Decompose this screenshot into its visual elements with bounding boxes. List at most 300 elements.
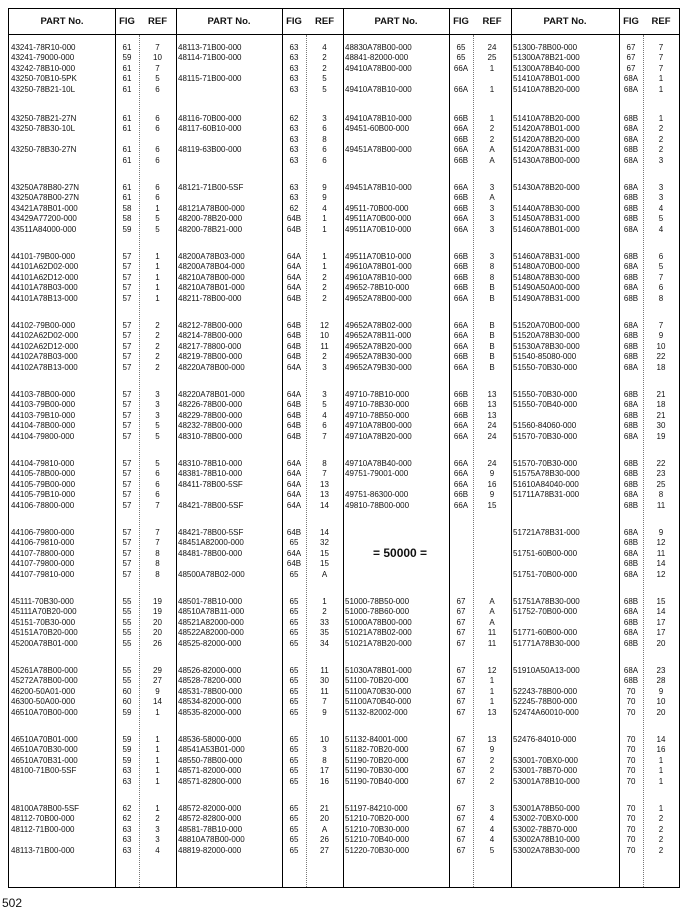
ref-number: 3	[489, 252, 495, 261]
part-number: 46510A70B01-000	[11, 735, 78, 744]
table-row	[511, 490, 679, 500]
table-row	[176, 135, 343, 145]
fig-number: 57	[122, 569, 132, 579]
fig-number: 66A	[453, 63, 469, 73]
fig-number: 64B	[286, 431, 302, 441]
part-number: 44104-79800-000	[11, 431, 75, 441]
ref-number: 6	[155, 84, 160, 94]
table-row	[9, 64, 176, 74]
ref-number: 13	[487, 400, 497, 410]
part-number: 48226-78B00-000	[178, 400, 243, 410]
table-row	[9, 283, 176, 293]
table-row	[343, 676, 511, 686]
table-row	[9, 421, 176, 431]
parts-column	[511, 35, 679, 887]
table-row	[9, 53, 176, 63]
table-row	[9, 804, 176, 814]
ref-number: 7	[155, 500, 160, 510]
part-number: 48200A78B03-000	[178, 252, 245, 261]
ref-number: 2	[155, 331, 160, 341]
fig-number: 66B	[453, 352, 469, 362]
ref-number: 16	[656, 745, 666, 755]
ref-number: 13	[487, 735, 497, 744]
part-number: 49451-60B00-000	[345, 124, 410, 134]
fig-number: 64A	[286, 252, 302, 261]
header-part-no: PART No.	[374, 16, 418, 27]
fig-number: 65	[289, 597, 299, 606]
table-row	[176, 687, 343, 697]
ref-number: 1	[489, 84, 495, 94]
part-number: 51182-70B20-000	[345, 745, 409, 755]
table-row	[9, 145, 176, 155]
part-number: 48220A78B00-000	[178, 362, 245, 372]
fig-number: 67	[456, 824, 466, 834]
fig-number: 68B	[623, 114, 639, 123]
ref-number: 2	[322, 63, 327, 73]
fig-number: 67	[456, 666, 466, 675]
fig-number: 66A	[453, 431, 469, 441]
fig-number: 68A	[623, 628, 639, 638]
fig-number: 70	[626, 735, 636, 744]
part-number: 48810A78B00-000	[178, 835, 245, 845]
ref-number: 6	[322, 124, 327, 134]
ref-number: B	[489, 352, 495, 362]
fig-number: 64A	[286, 490, 302, 500]
fig-number: 68A	[623, 431, 639, 441]
table-row	[9, 501, 176, 511]
table-row	[343, 183, 511, 193]
fig-number: 67	[456, 766, 466, 776]
part-number: 49710A78B00-000	[345, 421, 412, 431]
ref-number: 13	[487, 707, 497, 717]
ref-number: 9	[322, 707, 327, 717]
fig-number: 65	[289, 686, 299, 696]
ref-number: 1	[322, 597, 327, 606]
table-row	[176, 53, 343, 63]
part-number: 51000-78B50-000	[345, 597, 410, 606]
fig-number: 68B	[623, 390, 639, 399]
ref-number: 10	[656, 341, 666, 351]
table-row	[9, 400, 176, 410]
part-number: 51711A78B31-000	[513, 490, 580, 500]
table-row	[343, 597, 511, 607]
ref-number: 7	[155, 538, 160, 548]
fig-number: 67	[456, 755, 466, 765]
table-row	[9, 756, 176, 766]
part-number: 49710A78B40-000	[345, 459, 412, 468]
ref-number: 2	[489, 134, 495, 144]
fig-number: 63	[122, 824, 132, 834]
fig-number: 63	[289, 53, 299, 63]
ref-number: 1	[155, 735, 160, 744]
part-number: 48572-82000-000	[178, 804, 242, 813]
fig-number: 65	[289, 745, 299, 755]
part-number: 44106-78800-000	[11, 500, 75, 510]
table-row	[176, 628, 343, 638]
fig-number: 55	[122, 617, 132, 627]
table-row	[176, 204, 343, 214]
fig-number: 70	[626, 707, 636, 717]
part-number: 48310-78B00-000	[178, 431, 243, 441]
table-row	[343, 156, 511, 166]
fig-number: 66B	[453, 252, 469, 261]
table-row	[176, 262, 343, 272]
table-row	[511, 43, 679, 53]
fig-number: 61	[122, 43, 132, 52]
part-number: 51210-70B20-000	[345, 814, 410, 824]
part-number: 48229-78B00-000	[178, 410, 243, 420]
ref-number: 5	[155, 74, 160, 84]
ref-number: 2	[322, 293, 327, 303]
fig-number: 66B	[453, 134, 469, 144]
ref-number: 12	[656, 569, 666, 579]
parts-index-table	[8, 8, 680, 888]
ref-number: 2	[658, 124, 664, 134]
part-number: 48500A78B02-000	[178, 569, 245, 579]
part-number: 43511A84000-000	[11, 224, 77, 234]
ref-number: B	[489, 362, 495, 372]
fig-number: 64B	[286, 559, 302, 569]
table-row	[176, 490, 343, 500]
fig-number: 68A	[623, 607, 639, 617]
part-number: 44106-79810-000	[11, 538, 75, 548]
table-row	[176, 607, 343, 617]
table-row	[343, 331, 511, 341]
table-row	[176, 114, 343, 124]
part-number: 44101A62D12-000	[11, 272, 79, 282]
table-row	[511, 294, 679, 304]
fig-number: 66A	[453, 479, 469, 489]
table-row	[176, 766, 343, 776]
fig-number: 68A	[623, 321, 639, 330]
table-row	[343, 501, 511, 511]
table-row	[9, 777, 176, 787]
part-number: 48528-78200-000	[178, 676, 242, 686]
ref-number: 18	[656, 400, 666, 410]
ref-number: 4	[155, 845, 160, 855]
ref-number: 13	[487, 410, 497, 420]
part-number: 48526-82000-000	[178, 666, 242, 675]
table-row	[511, 607, 679, 617]
ref-number: 4	[489, 824, 495, 834]
fig-number: 67	[456, 686, 466, 696]
ref-number: 5	[322, 400, 327, 410]
fig-number: 63	[289, 74, 299, 84]
fig-number: 65	[289, 617, 299, 627]
ref-number: 1	[489, 697, 495, 707]
header-fig: FIG	[286, 16, 302, 27]
table-row	[511, 331, 679, 341]
fig-number: 70	[626, 776, 636, 786]
parts-column	[343, 35, 511, 887]
part-number: 48210A78B00-000	[178, 272, 245, 282]
part-number: 52476-84010-000	[513, 735, 577, 744]
part-number: 51550-70B30-000	[513, 362, 578, 372]
part-number: 49710-78B10-000	[345, 390, 410, 399]
ref-number: 5	[489, 845, 495, 855]
ref-number: 2	[658, 145, 664, 155]
ref-number: 15	[320, 559, 329, 569]
fig-number: 70	[626, 745, 636, 755]
fig-number: 61	[122, 124, 132, 134]
table-row	[343, 804, 511, 814]
ref-number: 14	[656, 607, 666, 617]
part-number: 51520A78B30-000	[513, 331, 580, 341]
part-number: 49451A78B10-000	[345, 183, 412, 192]
table-row	[343, 411, 511, 421]
part-number: 48113-71B00-000	[11, 845, 75, 855]
fig-number: 57	[122, 559, 132, 569]
fig-number: 64B	[286, 528, 302, 537]
fig-number: 58	[122, 203, 132, 213]
ref-number: 7	[322, 431, 327, 441]
table-row	[343, 390, 511, 400]
ref-number: 21	[320, 804, 329, 813]
part-number: 48541A53B01-000	[178, 745, 245, 755]
part-number: 49511A70B10-000	[345, 224, 412, 234]
ref-number: 5	[155, 459, 160, 468]
part-number: 51560-84060-000	[513, 421, 577, 431]
fig-number: 66B	[453, 193, 469, 203]
ref-number: 1	[155, 745, 160, 755]
part-number: 52245-78B00-000	[513, 697, 578, 707]
table-row	[9, 459, 176, 469]
table-row	[9, 766, 176, 776]
table-row	[9, 618, 176, 628]
table-row	[343, 74, 511, 84]
fig-number: 63	[122, 776, 132, 786]
table-row	[343, 745, 511, 755]
table-row	[343, 43, 511, 53]
table-row	[176, 676, 343, 686]
part-number: 53001-78B70-000	[513, 766, 578, 776]
part-number: 53002A78B30-000	[513, 845, 580, 855]
table-row	[9, 480, 176, 490]
table-row	[9, 331, 176, 341]
part-number: 51100A70B40-000	[345, 697, 412, 707]
table-row	[9, 124, 176, 134]
ref-number: 15	[487, 500, 497, 510]
table-row	[9, 490, 176, 500]
table-row	[511, 480, 679, 490]
ref-number: 30	[320, 676, 329, 686]
part-number: 44102A62D12-000	[11, 341, 79, 351]
fig-number: 66A	[453, 341, 469, 351]
ref-number: 1	[322, 262, 327, 272]
ref-number: 6	[658, 252, 664, 261]
fig-number: 67	[456, 628, 466, 638]
table-row	[9, 411, 176, 421]
table-row	[343, 835, 511, 845]
ref-number: 10	[320, 331, 329, 341]
ref-number: B	[489, 321, 495, 330]
table-row	[343, 846, 511, 856]
part-number: 53001A78B10-000	[513, 776, 580, 786]
table-row	[511, 252, 679, 262]
part-number: 48421-78B00-5SF	[178, 500, 244, 510]
part-number: 51132-82002-000	[345, 707, 408, 717]
fig-number: 64B	[286, 321, 302, 330]
part-number: 51570-70B30-000	[513, 431, 578, 441]
part-number: 44101A62D02-000	[11, 262, 79, 272]
fig-number: 66A	[453, 459, 469, 468]
part-number: 48501-78B10-000	[178, 597, 243, 606]
fig-number: 63	[289, 193, 299, 203]
part-number: 49410A78B10-000	[345, 84, 412, 94]
table-row	[176, 538, 343, 548]
table-header	[9, 9, 679, 35]
table-row	[9, 570, 176, 580]
ref-number: 7	[658, 53, 664, 63]
part-number: 48113-71B00-000	[178, 43, 242, 52]
fig-number: 70	[626, 766, 636, 776]
table-row	[511, 363, 679, 373]
part-number: 51771A78B30-000	[513, 638, 580, 648]
ref-number: 13	[320, 490, 329, 500]
table-row	[176, 846, 343, 856]
ref-number: B	[489, 293, 495, 303]
fig-number: 64A	[286, 500, 302, 510]
part-number: 49652-78B10-000	[345, 283, 410, 293]
part-number: 51771-60B00-000	[513, 628, 578, 638]
ref-number: 7	[658, 321, 664, 330]
table-row	[176, 777, 343, 787]
table-row	[511, 204, 679, 214]
table-row	[9, 549, 176, 559]
table-row	[176, 825, 343, 835]
table-row	[343, 469, 511, 479]
table-row	[176, 804, 343, 814]
table-row	[9, 597, 176, 607]
part-number: 51410A78B01-000	[513, 74, 580, 84]
part-number: 51410A78B20-000	[513, 114, 580, 123]
part-number: 51210-70B40-000	[345, 835, 410, 845]
fig-number: 59	[122, 53, 132, 63]
table-row	[176, 145, 343, 155]
ref-number: 10	[656, 697, 666, 707]
ref-number: B	[489, 341, 495, 351]
ref-number: 3	[658, 155, 664, 165]
table-row	[343, 607, 511, 617]
table-row	[9, 697, 176, 707]
table-row	[511, 156, 679, 166]
table-row	[511, 549, 679, 559]
table-row	[9, 294, 176, 304]
ref-number: 3	[658, 193, 664, 203]
ref-number: 7	[155, 63, 160, 73]
table-row	[9, 363, 176, 373]
ref-number: 1	[155, 804, 160, 813]
part-number: 48571-82000-000	[178, 766, 242, 776]
part-number: 51751A78B30-000	[513, 597, 580, 606]
ref-number: 3	[489, 214, 495, 224]
fig-number: 65	[289, 676, 299, 686]
part-number: 48219-78B00-000	[178, 352, 243, 362]
part-number: 45111A70B20-000	[11, 607, 77, 617]
part-number: 48310-78B10-000	[178, 459, 243, 468]
table-row	[176, 363, 343, 373]
ref-number: 1	[155, 203, 160, 213]
ref-number: 20	[656, 638, 666, 648]
part-number: 51190-70B20-000	[345, 755, 409, 765]
table-row	[9, 262, 176, 272]
ref-number: 2	[658, 814, 664, 824]
table-row	[176, 225, 343, 235]
part-number: 53002-70BX0-000	[513, 814, 578, 824]
part-number: 51530A78B30-000	[513, 341, 580, 351]
fig-number: 68B	[623, 638, 639, 648]
ref-number: 12	[320, 321, 329, 330]
fig-number: 66B	[453, 400, 469, 410]
ref-number: 2	[155, 352, 160, 362]
part-number: 51197-84210-000	[345, 804, 408, 813]
part-number: 48200A78B04-000	[178, 262, 245, 272]
part-number: 46510A70B00-000	[11, 707, 78, 717]
table-row	[176, 421, 343, 431]
fig-number: 63	[289, 134, 299, 144]
part-number: 48232-78B00-000	[178, 421, 243, 431]
table-row	[511, 825, 679, 835]
table-row	[511, 64, 679, 74]
ref-number: B	[489, 331, 495, 341]
table-row	[511, 459, 679, 469]
ref-number: 2	[322, 607, 327, 617]
fig-number: 68B	[623, 272, 639, 282]
ref-number: 20	[656, 707, 666, 717]
table-row	[343, 766, 511, 776]
fig-number: 57	[122, 341, 132, 351]
ref-number: 6	[155, 145, 160, 155]
table-row	[9, 193, 176, 203]
part-number: 48571-82800-000	[178, 776, 242, 786]
fig-number: 64A	[286, 469, 302, 479]
header-part-no: PART No.	[207, 16, 251, 27]
fig-number: 63	[289, 124, 299, 134]
ref-number: A	[321, 569, 328, 579]
fig-number: 57	[122, 500, 132, 510]
fig-number: 66B	[453, 272, 469, 282]
table-row	[343, 421, 511, 431]
part-number: 51021A78B02-000	[345, 628, 412, 638]
header-ref: REF	[651, 16, 671, 27]
part-number: 48115-71B00-000	[178, 74, 242, 84]
fig-number: 68B	[623, 479, 639, 489]
ref-number: 21	[656, 410, 666, 420]
ref-number: 9	[658, 528, 664, 537]
ref-number: 24	[487, 459, 497, 468]
part-number: 51220-70B30-000	[345, 845, 410, 855]
table-row	[176, 549, 343, 559]
table-row	[176, 390, 343, 400]
ref-number: 32	[320, 538, 329, 548]
ref-number: A	[489, 155, 495, 165]
ref-number: 6	[322, 155, 327, 165]
table-row	[343, 273, 511, 283]
ref-number: 9	[489, 745, 495, 755]
ref-number: 13	[487, 390, 497, 399]
part-number: 46200-50A01-000	[11, 686, 76, 696]
table-row	[9, 846, 176, 856]
fig-number: 68A	[623, 283, 639, 293]
ref-number: 8	[322, 134, 327, 144]
ref-number: 9	[489, 469, 495, 479]
fig-number: 67	[626, 43, 636, 52]
table-row	[343, 687, 511, 697]
fig-number: 66B	[453, 155, 469, 165]
part-number: 48411-78B00-5SF	[178, 479, 243, 489]
ref-number: 1	[658, 755, 664, 765]
ref-number: 12	[656, 538, 666, 548]
